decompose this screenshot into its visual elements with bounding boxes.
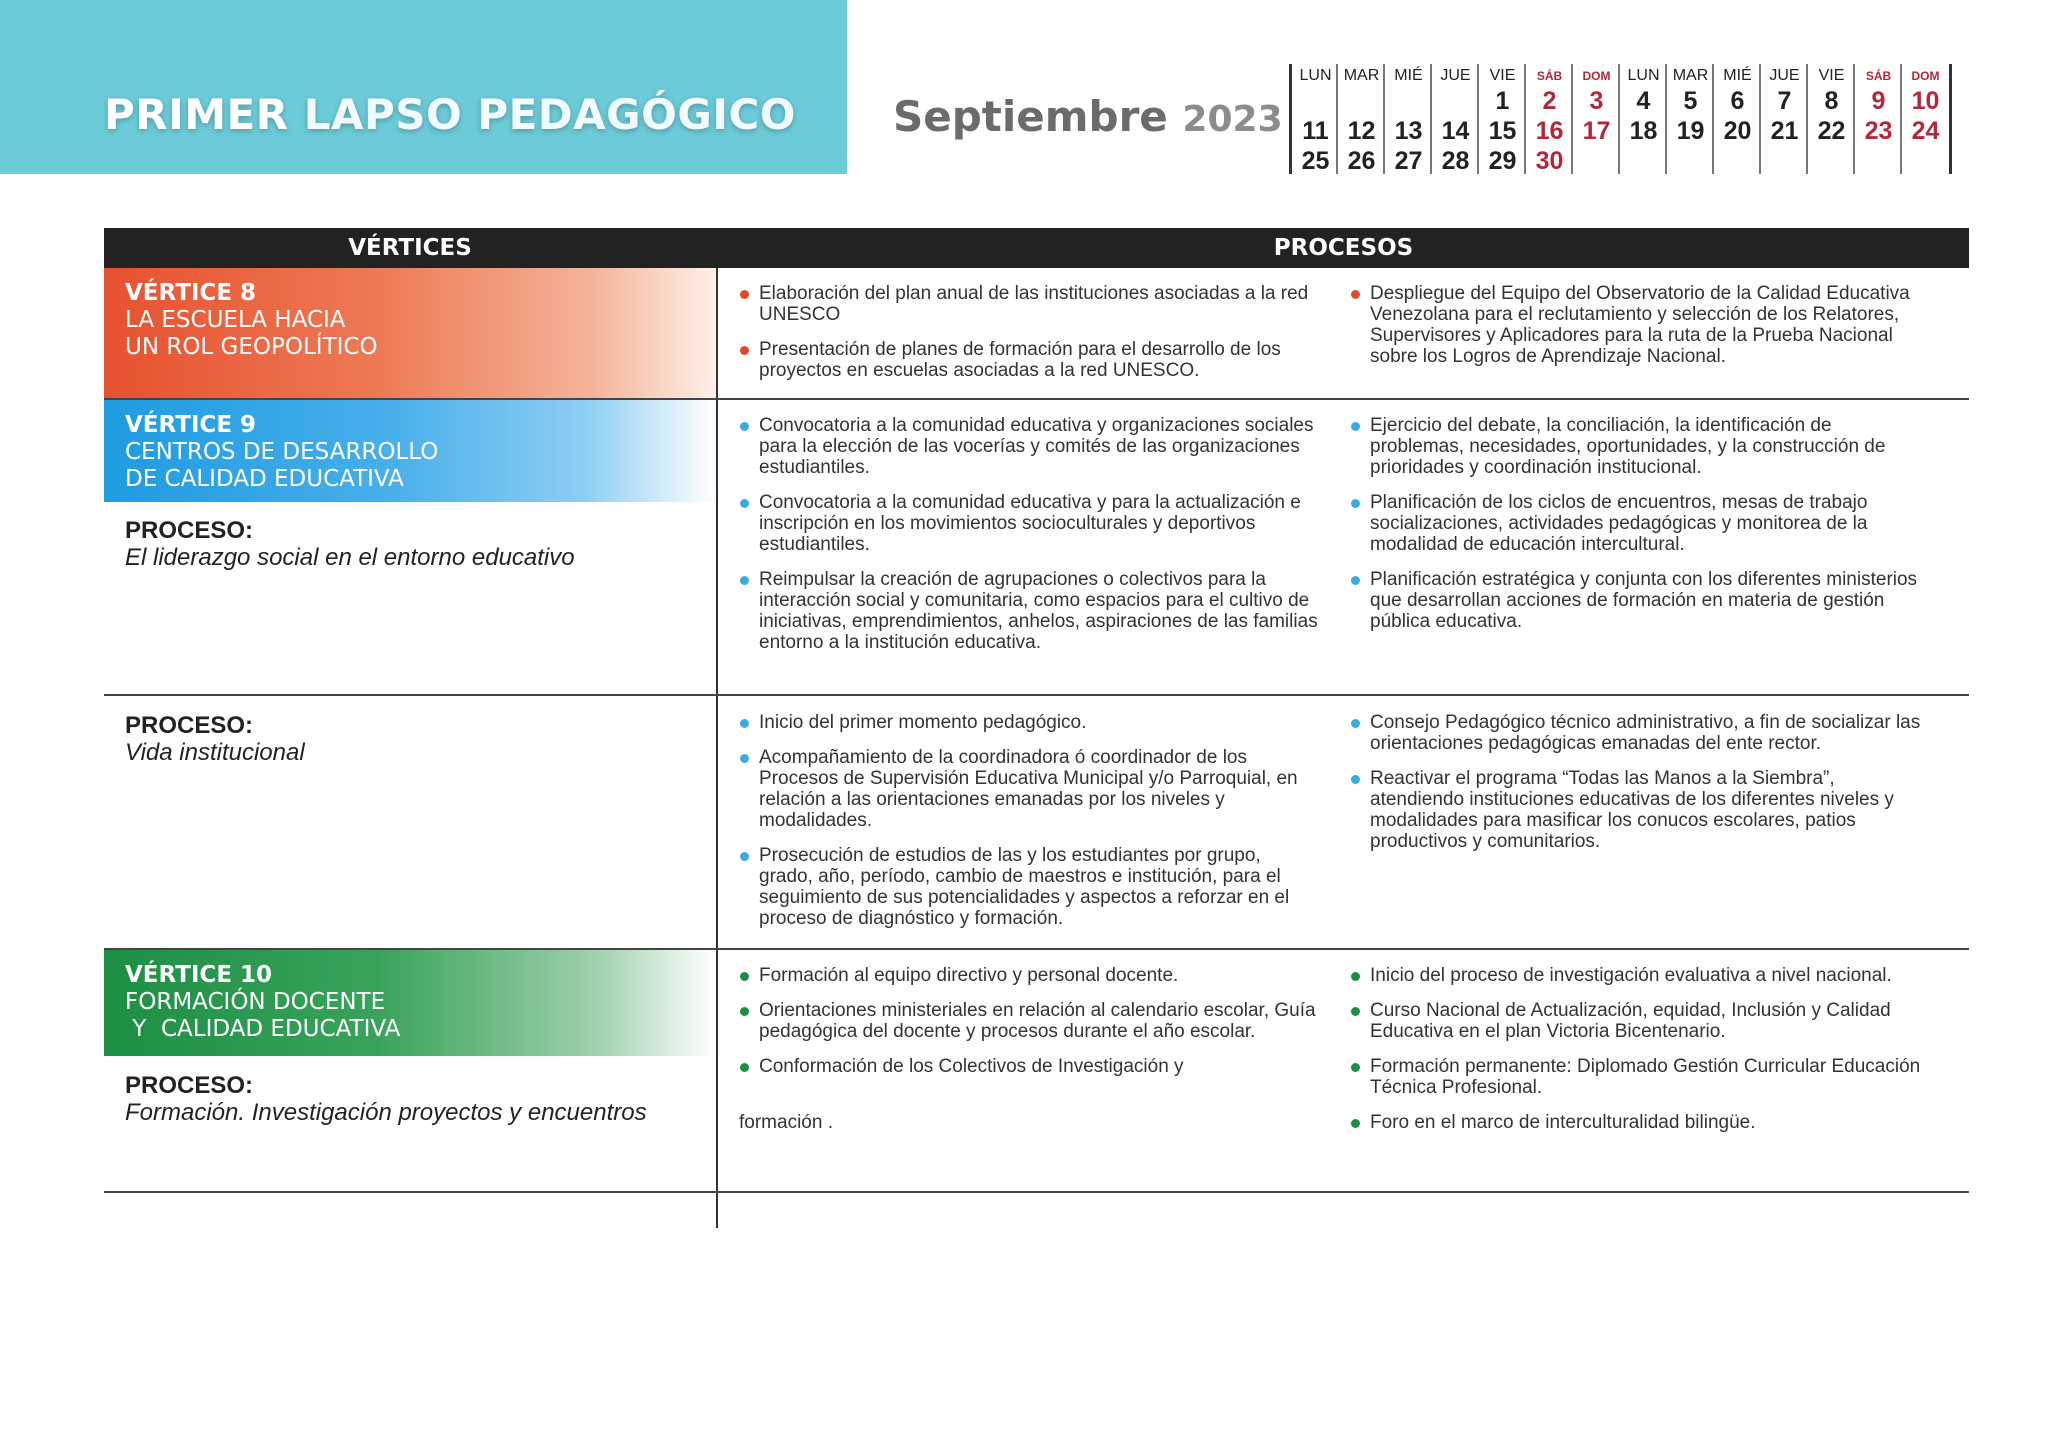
vertice-10-title: VÉRTICE 10 (125, 962, 273, 988)
calendar-date: 11 (1302, 117, 1329, 145)
calendar-date: 6 (1730, 87, 1745, 115)
list-item-text: Despliegue del Equipo del Observatorio de la Calidad Educativa Venezolana para el reclutamiento y selección de los Relatores, Supervisores y Aplicadores para la ruta de la Prueba Nacional sobre los Logros de Aprendizaje Nacional. (1370, 283, 1910, 367)
bullet-icon (1351, 576, 1360, 585)
calendar-column (1430, 64, 1479, 174)
calendar-date: 2 (1542, 87, 1557, 115)
proceso-label: PROCESO: (125, 1072, 254, 1099)
list-item (739, 339, 1319, 381)
proceso-value: Vida institucional (125, 739, 305, 766)
calendar-day-name: MIÉ (1394, 67, 1423, 84)
list-item-text: Convocatoria a la comunidad educativa y para la actualización e inscripción en los movimientos socioculturales y deportivos estudiantiles. (759, 492, 1301, 555)
list-item (739, 965, 1319, 986)
bullet-icon (1351, 775, 1360, 784)
vertice-8-line1: LA ESCUELA HACIA (125, 307, 346, 333)
bullet-icon (740, 422, 749, 431)
calendar-date (1432, 86, 1479, 116)
vertice-9-box (104, 400, 716, 502)
bullet-icon (740, 754, 749, 763)
table-header (104, 228, 1969, 268)
list-item-continuation: formación . (739, 1112, 833, 1133)
bullet-icon (740, 719, 749, 728)
list-item-text: Conformación de los Colectivos de Investigación y (759, 1056, 1184, 1077)
calendar-column (1383, 64, 1432, 174)
vida-proceso (125, 712, 305, 766)
calendar-day-name: LUN (1299, 67, 1332, 84)
calendar-date: 13 (1394, 117, 1423, 145)
list-item-text: Consejo Pedagógico técnico administrativo, a fin de socializar las orientaciones pedagógicas emanadas del ente rector. (1370, 712, 1921, 754)
calendar-date: 16 (1535, 117, 1564, 145)
calendar-date: 9 (1871, 87, 1886, 115)
vertice-8-line2: UN ROL GEOPOLÍTICO (125, 334, 378, 360)
calendar-day-name: VIE (1489, 67, 1516, 84)
list-item (1350, 965, 1930, 986)
calendar-column (1853, 64, 1902, 174)
calendar-date: 10 (1911, 87, 1940, 115)
vertice-9-title: VÉRTICE 9 (125, 412, 257, 438)
calendar-date: 21 (1770, 117, 1799, 145)
calendar-date: 20 (1723, 117, 1752, 145)
vertice-8-title: VÉRTICE 8 (125, 280, 257, 306)
calendar-date: 28 (1441, 147, 1470, 175)
calendar-date (1292, 86, 1339, 116)
calendar-date (1902, 146, 1949, 176)
list-item-text: Convocatoria a la comunidad educativa y organizaciones sociales para la elección de las vocerías y comités de las organizaciones estudiantiles. (759, 415, 1314, 478)
calendar-day-name: MAR (1672, 67, 1709, 84)
vertice-10-proceso (125, 1072, 647, 1126)
vida-processes-right (1350, 712, 1930, 866)
calendar-day-name: MIÉ (1723, 67, 1752, 84)
list-item (739, 1056, 1319, 1077)
proceso-value: El liderazgo social en el entorno educativo (125, 544, 575, 571)
calendar-date: 23 (1864, 117, 1893, 145)
calendar-date: 3 (1589, 87, 1604, 115)
list-item-text: Acompañamiento de la coordinadora ó coordinador de los Procesos de Supervisión Educativa Municipal y/o Parroquial, en relación a las orientaciones emanadas por los niveles y modalidades. (759, 747, 1298, 831)
calendar-date: 18 (1629, 117, 1658, 145)
list-item (1350, 712, 1930, 754)
calendar-column (1618, 64, 1667, 174)
list-item-text: Ejercicio del debate, la conciliación, la identificación de problemas, necesidades, oportunidades, y la construcción de prioridades y coordinación institucional. (1370, 415, 1886, 478)
vertice-10-box (104, 950, 716, 1056)
calendar-column (1524, 64, 1573, 174)
calendar-column (1336, 64, 1385, 174)
calendar-date: 1 (1495, 87, 1510, 115)
title-light: LAPSO PEDAGÓGICO (303, 90, 796, 139)
header-vertices: VÉRTICES (348, 235, 472, 261)
proceso-value: Formación. Investigación proyectos y encuentros (125, 1099, 647, 1126)
header-procesos: PROCESOS (1273, 235, 1414, 261)
vertice-10-line2: Y CALIDAD EDUCATIVA (125, 1016, 401, 1042)
list-item-text: Presentación de planes de formación para el desarrollo de los proyectos en escuelas asociadas a la red UNESCO. (759, 339, 1281, 381)
list-item (1350, 492, 1930, 555)
calendar-date: 22 (1817, 117, 1846, 145)
bullet-icon (740, 576, 749, 585)
calendar-date (1808, 146, 1855, 176)
calendar-column (1571, 64, 1620, 174)
calendar-date: 5 (1683, 87, 1698, 115)
calendar-column (1712, 64, 1761, 174)
bullet-icon (740, 1063, 749, 1072)
calendar-day-name: DOM (1582, 69, 1611, 83)
calendar-day-name: LUN (1627, 67, 1660, 84)
vertice-10-line1: FORMACIÓN DOCENTE (125, 989, 386, 1015)
list-item-text: Reactivar el programa “Todas las Manos a la Siembra”, atendiendo instituciones educativas de los diferentes niveles y modalidades para masificar los conucos escolares, patios productivos y comunitarios. (1370, 768, 1894, 852)
calendar-date: 7 (1777, 87, 1792, 115)
bullet-icon (740, 1007, 749, 1016)
list-item-text: Prosecución de estudios de las y los estudiantes por grupo, grado, año, período, cambio de maestros e institución, para el seguimiento de sus potencialidades y aspectos a reforzar en el proceso de diagnóstico y formación. (759, 845, 1290, 929)
proceso-label: PROCESO: (125, 517, 254, 544)
calendar-date: 30 (1535, 147, 1564, 175)
vertice-9-line1: CENTROS DE DESARROLLO (125, 439, 439, 465)
row-divider (104, 694, 1969, 696)
list-item (1350, 1000, 1930, 1042)
list-item (1350, 768, 1930, 852)
bullet-icon (1351, 1119, 1360, 1128)
list-item-text: Curso Nacional de Actualización, equidad, Inclusión y Calidad Educativa en el plan Victoria Bicentenario. (1370, 1000, 1891, 1042)
list-item (739, 845, 1319, 929)
calendar-column (1477, 64, 1526, 174)
calendar-day-name: VIE (1818, 67, 1845, 84)
calendar-date (1385, 86, 1432, 116)
bullet-icon (1351, 972, 1360, 981)
calendar-day-name: MAR (1343, 67, 1380, 84)
vida-processes-left (739, 712, 1319, 943)
vertice-8-processes-right (1350, 283, 1930, 381)
proceso-label: PROCESO: (125, 712, 254, 739)
calendar-date: 29 (1488, 147, 1517, 175)
calendar-date: 26 (1347, 147, 1376, 175)
list-item-text: Elaboración del plan anual de las instituciones asociadas a la red UNESCO (759, 283, 1309, 325)
bullet-icon (1351, 719, 1360, 728)
list-item-text: Orientaciones ministeriales en relación al calendario escolar, Guía pedagógica del docente y procesos durante el año escolar. (759, 1000, 1316, 1042)
list-item (1350, 283, 1930, 367)
vertice-10-processes-left (739, 965, 1319, 1091)
bullet-icon (1351, 290, 1360, 299)
vertice-10-processes-right (1350, 965, 1930, 1147)
vertice-9-line2: DE CALIDAD EDUCATIVA (125, 466, 404, 492)
calendar-date: 15 (1488, 117, 1517, 145)
list-item (1350, 569, 1930, 632)
vertice-9-processes-left (739, 415, 1319, 667)
calendar-date (1573, 146, 1620, 176)
title-bold: PRIMER (104, 90, 289, 139)
list-item (739, 1000, 1319, 1042)
calendar-column (1665, 64, 1714, 174)
calendar-date: 24 (1911, 117, 1940, 145)
calendar-date (1855, 146, 1902, 176)
bullet-icon (1351, 499, 1360, 508)
bullet-icon (740, 346, 749, 355)
column-divider (716, 268, 718, 1228)
calendar-date: 27 (1394, 147, 1423, 175)
header-banner (0, 0, 847, 174)
calendar-day-name: JUE (1769, 67, 1800, 84)
bullet-icon (1351, 1007, 1360, 1016)
list-item-text: Inicio del proceso de investigación evaluativa a nivel nacional. (1370, 965, 1892, 986)
list-item-text: Planificación estratégica y conjunta con los diferentes ministerios que desarrollan acciones de formación en materia de gestión pública educativa. (1370, 569, 1918, 632)
calendar-day-name: DOM (1911, 69, 1940, 83)
calendar-date: 12 (1347, 117, 1376, 145)
list-item-text: Formación al equipo directivo y personal docente. (759, 965, 1179, 986)
calendar-date: 8 (1824, 87, 1839, 115)
calendar-date (1338, 86, 1385, 116)
calendar-date: 14 (1441, 117, 1470, 145)
calendar-date (1714, 146, 1761, 176)
bullet-icon (1351, 422, 1360, 431)
list-item (1350, 1112, 1930, 1133)
list-item-text: Reimpulsar la creación de agrupaciones o colectivos para la interacción social y comunitaria, como espacios para el cultivo de iniciativas, emprendimientos, anhelos, aspiraciones de las familias entorno a la institución educativa. (759, 569, 1318, 653)
calendar-date: 4 (1636, 87, 1651, 115)
calendar-column (1289, 64, 1339, 174)
calendar-day-name: SÁB (1865, 69, 1892, 83)
calendar-column (1900, 64, 1952, 174)
month-heading (893, 92, 1283, 141)
row-divider (104, 1191, 1969, 1193)
bullet-icon (740, 972, 749, 981)
list-item (739, 283, 1319, 325)
list-item (739, 569, 1319, 653)
vertice-8-box (104, 268, 716, 398)
calendar-date (1620, 146, 1667, 176)
calendar-column (1759, 64, 1808, 174)
calendar-date: 19 (1676, 117, 1705, 145)
calendar-day-name: JUE (1440, 67, 1471, 84)
bullet-icon (740, 852, 749, 861)
list-item (739, 747, 1319, 831)
list-item-text: Foro en el marco de interculturalidad bilingüe. (1370, 1112, 1756, 1133)
list-item (1350, 415, 1930, 478)
list-item-text: Formación permanente: Diplomado Gestión Curricular Educación Técnica Profesional. (1370, 1056, 1921, 1098)
list-item-text: Inicio del primer momento pedagógico. (759, 712, 1087, 733)
vertice-9-proceso (125, 517, 575, 571)
calendar-date (1761, 146, 1808, 176)
month-year: 2023 (1182, 99, 1283, 140)
list-item (739, 415, 1319, 478)
list-item (739, 712, 1319, 733)
bullet-icon (1351, 1063, 1360, 1072)
calendar-date (1667, 146, 1714, 176)
bullet-icon (740, 290, 749, 299)
vertice-8-processes-left (739, 283, 1319, 395)
month-name: Septiembre (893, 92, 1168, 141)
calendar-day-name: SÁB (1536, 69, 1563, 83)
list-item-text: Planificación de los ciclos de encuentros, mesas de trabajo socializaciones, actividades pedagógicas y monitorea de la modalidad de educación intercultural. (1370, 492, 1868, 555)
calendar-date: 25 (1301, 147, 1330, 175)
list-item (1350, 1056, 1930, 1098)
list-item (739, 492, 1319, 555)
bullet-icon (740, 499, 749, 508)
vertice-9-processes-right (1350, 415, 1930, 646)
calendar-column (1806, 64, 1855, 174)
calendar-date: 17 (1582, 117, 1611, 145)
page-title (104, 90, 796, 139)
